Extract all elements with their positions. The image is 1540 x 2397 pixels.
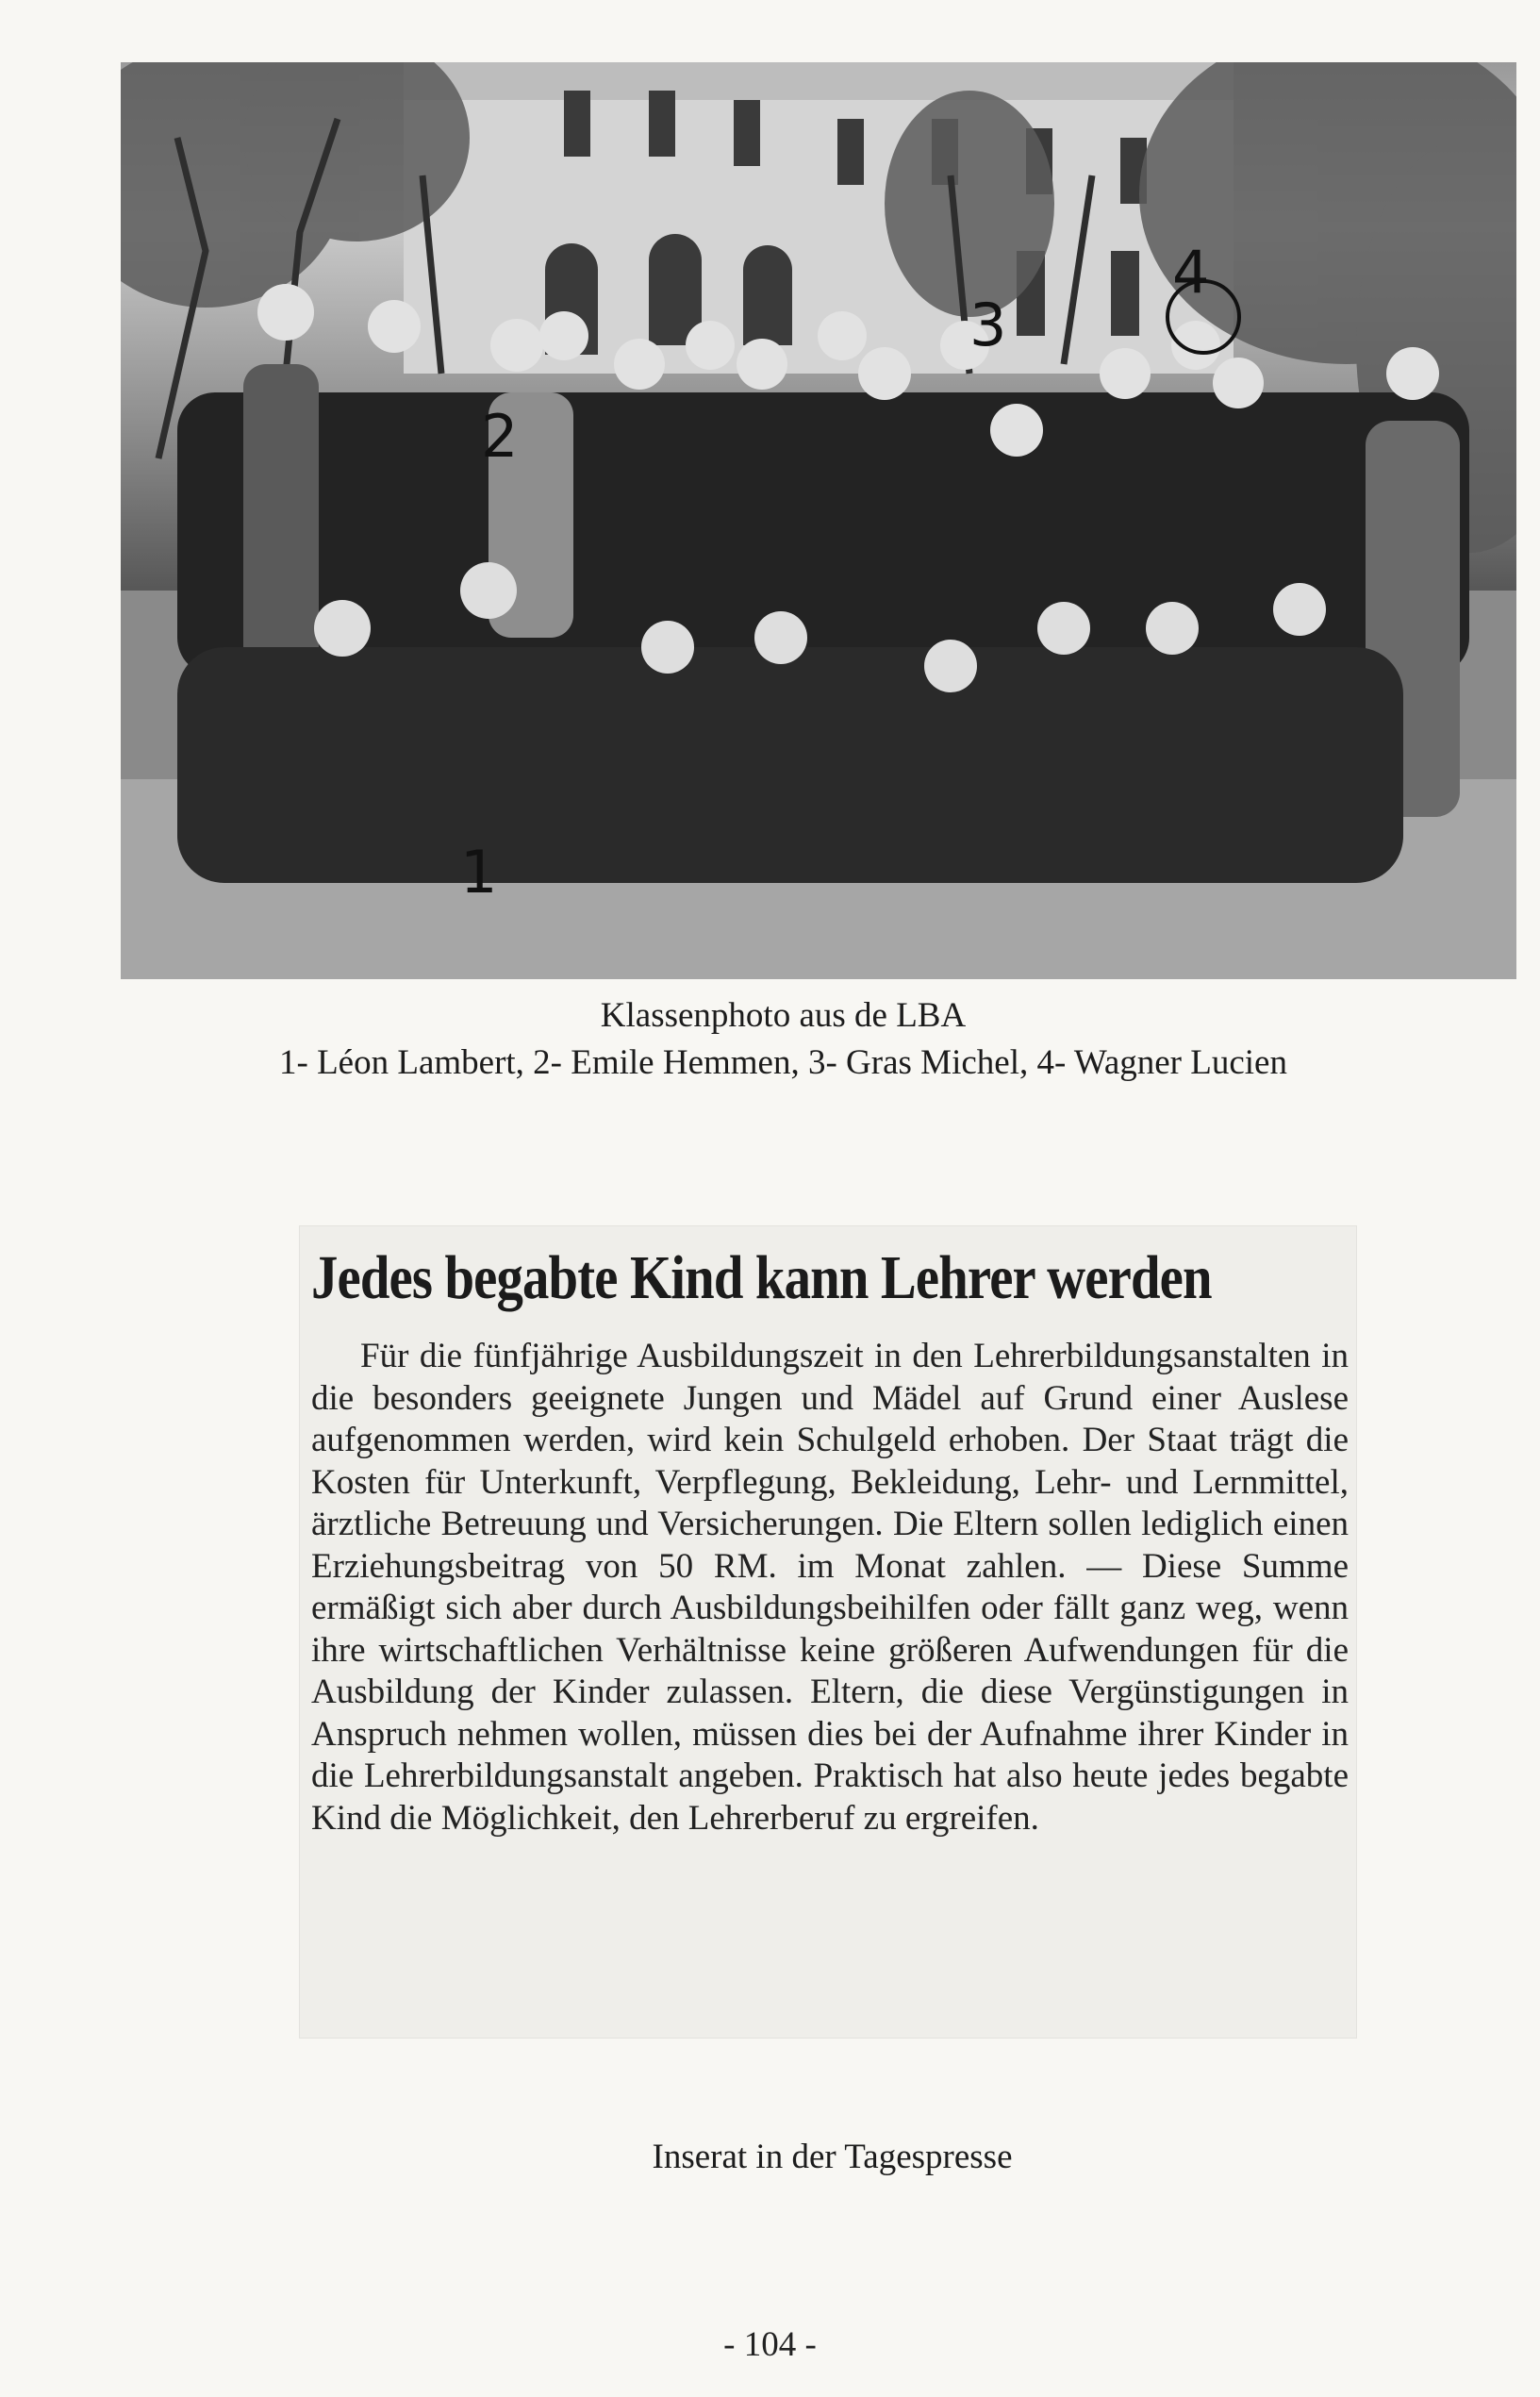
- photo-caption-title: Klassenphoto aus de LBA: [600, 996, 967, 1035]
- clipping-caption: Inserat in der Tagespresse: [652, 2138, 1013, 2176]
- photo-numeral-3: 3: [969, 291, 1007, 359]
- photo-numeral-1: 1: [460, 838, 498, 907]
- class-photo: [121, 62, 1516, 979]
- newspaper-clipping: [300, 1226, 1356, 2038]
- photo-numeral-2: 2: [481, 402, 519, 471]
- photo-numeral-4: 4: [1172, 238, 1210, 307]
- page-number: - 104 -: [723, 2325, 817, 2364]
- clipping-body: Für die fünfjährige Ausbildungszeit in den Lehrerbildungsanstalten in die besonders geeignete Jungen und Mädel auf Grund einer Auslese aufgenommen werden, wird kein Schulgeld erhoben. Der Staat trägt die Kosten für Unterkunft, Verpflegung, Bekleidung, Lehr- und Lernmittel, ärztliche Betreuung und Versicherungen. Die Eltern sollen lediglich einen Erziehungsbeitrag von 50 RM. im Monat zahlen. — Diese Summe ermäßigt sich aber durch Ausbildungsbeihilfen oder fällt ganz weg, wenn ihre wirtschaftlichen Verhältnisse keine größeren Aufwendungen für die Ausbildung der Kinder zulassen. Eltern, die diese Vergünstigungen in Anspruch nehmen wollen, müssen dies bei der Aufnahme ihrer Kinder in die Lehrerbildungsanstalt angeben. Praktisch hat also heute jedes begabte Kind die Möglichkeit, den Lehrerberuf zu ergreifen.: [311, 1337, 1349, 1838]
- class-photo-illustration: [121, 62, 1516, 979]
- photo-caption-names: 1- Léon Lambert, 2- Emile Hemmen, 3- Gras Michel, 4- Wagner Lucien: [279, 1043, 1287, 1082]
- clipping-headline: Jedes begabte Kind kann Lehrer werden: [311, 1243, 1212, 1312]
